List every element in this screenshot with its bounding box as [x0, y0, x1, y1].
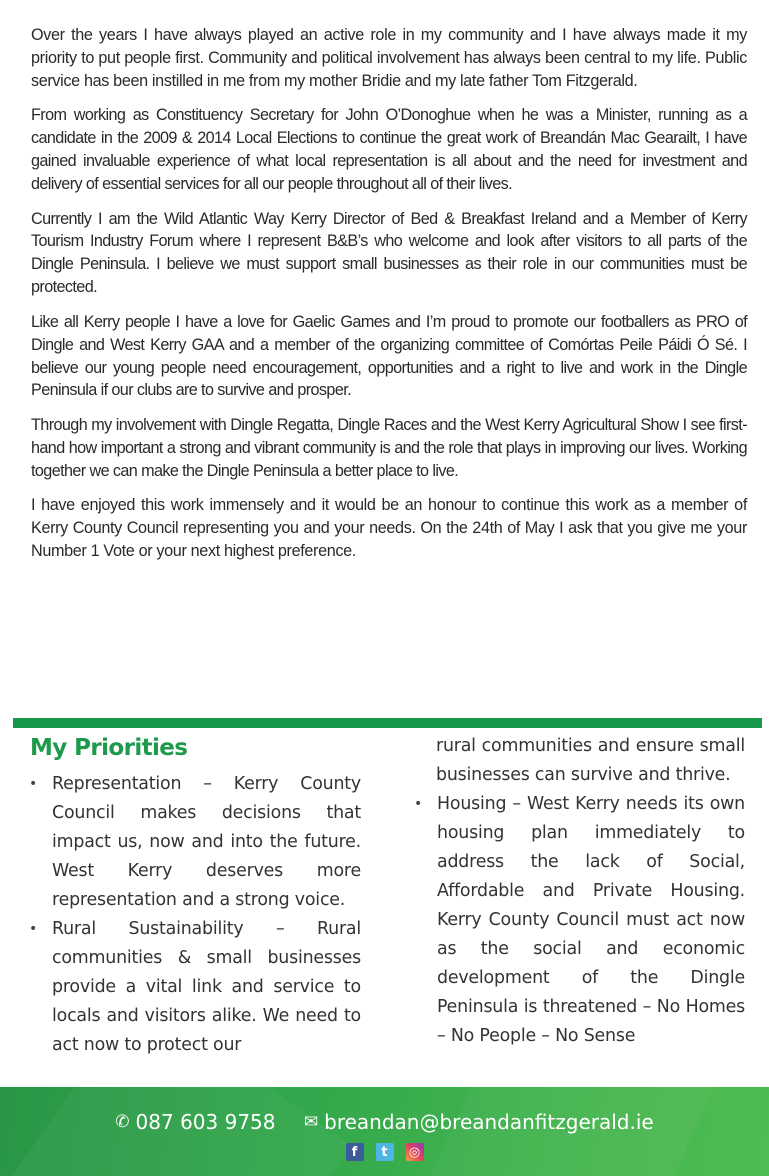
twitter-icon[interactable]: t [376, 1143, 394, 1161]
envelope-icon: ✉ [303, 1112, 319, 1132]
priority-item-housing [415, 790, 745, 1051]
intro-paragraph-5: Through my involvement with Dingle Regatta, Dingle Races and the West Kerry Agricultural Show I see first-hand how important a strong and vibrant community is and the role that plays in improving our lives. Working together we can make the Dingle Peninsula a better place to live. [31, 415, 747, 480]
facebook-icon[interactable]: f [346, 1143, 364, 1161]
phone-number: 087 603 9758 [135, 1110, 276, 1134]
contact-footer [0, 1087, 769, 1176]
priorities-column-left [30, 770, 361, 1060]
bullet-icon: • [29, 776, 38, 792]
email-address: breandan@breandanfitzgerald.ie [324, 1110, 654, 1134]
intro-section [31, 24, 747, 575]
intro-paragraph-3: Currently I am the Wild Atlantic Way Kerry Director of Bed & Breakfast Ireland and a Member of Kerry Tourism Industry Forum where I represent B&B’s who welcome and look after visitors to all parts of the Dingle Peninsula. I believe we must support small businesses as their role in our communities must be protected. [31, 209, 747, 297]
priority-item-representation [30, 770, 361, 915]
section-divider-bar [13, 718, 762, 728]
instagram-icon[interactable]: ◎ [406, 1143, 424, 1161]
phone-icon: ✆ [115, 1112, 130, 1132]
priorities-column-right [415, 732, 745, 1051]
priority-text: Representation – Kerry County Council makes decisions that impact us, now and into the future. West Kerry deserves more representation and a strong voice. [52, 774, 361, 910]
phone-link[interactable] [115, 1110, 275, 1134]
intro-paragraph-1: Over the years I have always played an active role in my community and I have always made it my priority to put people first. Community and political involvement has always been central to my life. Public service has been instilled in me from my mother Bridie and my late father Tom Fitzgerald. [31, 26, 747, 90]
contact-row [0, 1108, 769, 1134]
email-link[interactable] [304, 1110, 654, 1134]
priority-text: Rural Sustainability – Rural communities & small businesses provide a vital link and service to locals and visitors alike. We need to act now to protect our [52, 919, 361, 1055]
priorities-section [30, 733, 745, 1083]
priorities-heading: My Priorities [30, 735, 188, 761]
intro-paragraph-4: Like all Kerry people I have a love for Gaelic Games and I’m proud to promote our footballers as PRO of Dingle and West Kerry GAA and a member of the organizing committee of Comórtas Peile Páidi Ó Sé. I believe our young people need encouragement, opportunities and a right to live and work in the Dingle Peninsula if our clubs are to survive and prosper. [31, 312, 747, 400]
bullet-icon: • [414, 796, 423, 812]
intro-paragraph-6: I have enjoyed this work immensely and it would be an honour to continue this work as a member of Kerry County Council representing you and your needs. On the 24th of May I ask that you give me your Number 1 Vote or your next highest preference. [31, 496, 747, 561]
priority-item-rural-sustainability-continued: rural communities and ensure small businesses can survive and thrive. [436, 736, 745, 785]
priority-text: Housing – West Kerry needs its own housing plan immediately to address the lack of Social, Affordable and Private Housing. Kerry County Council must act now as the social and economic development of the Dingle Peninsula is threatened – No Homes – No People – No Sense [437, 794, 745, 1046]
social-links [0, 1143, 769, 1161]
priority-item-rural-sustainability [30, 915, 361, 1060]
intro-paragraph-2: From working as Constituency Secretary for John O’Donoghue when he was a Minister, running as a candidate in the 2009 & 2014 Local Elections to continue the great work of Breandán Mac Gearailt, I have gained invaluable experience of what local representation is all about and the need for investment and delivery of essential services for all our people throughout all of their lives. [31, 106, 747, 194]
bullet-icon: • [29, 921, 38, 937]
